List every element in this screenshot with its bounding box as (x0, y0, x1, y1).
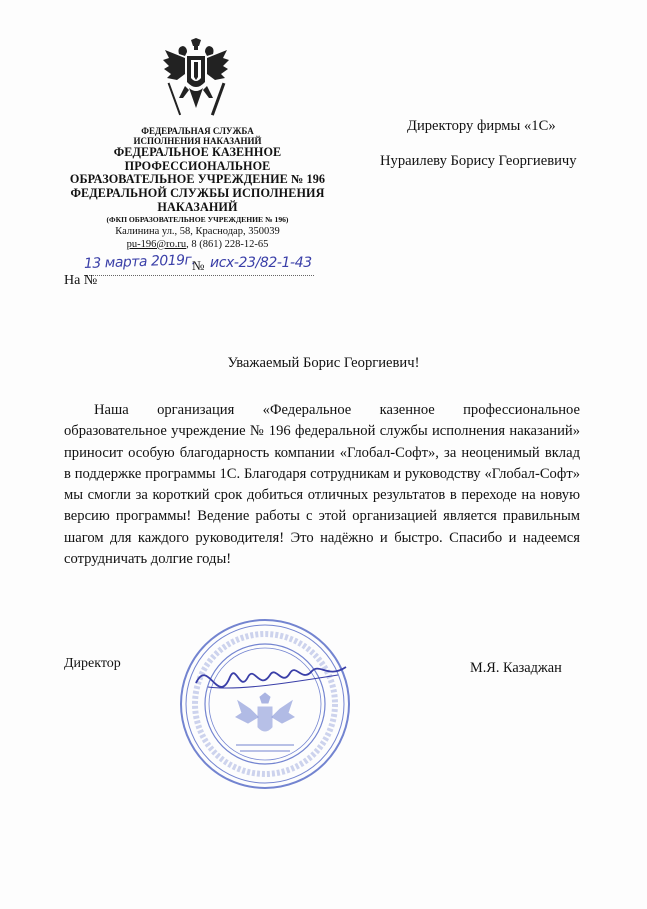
reply-to-label: На № (64, 273, 98, 288)
org-abbreviation: (ФКП ОБРАЗОВАТЕЛЬНОЕ УЧРЕЖДЕНИЕ № 196) (106, 215, 289, 225)
addressee-position: Директору фирмы «1С» (407, 118, 556, 134)
org-line-3: ФЕДЕРАЛЬНОЕ КАЗЕННОЕ (113, 145, 282, 160)
letter-body: Наша организация «Федеральное казенное профессиональное образовательное учреждение № 196 федеральной службы исполнения наказаний» приносит особую благодарность компании «Глобал-Софт», за неоценимый вклад в поддержке программы 1С. Благодаря сотрудникам и руководству «Глобал-Софт» мы смогли за короткий срок добиться отличных результатов в переходе на новую версию программы! Ведение работы с этой организацией является правильным шагом для каждого руководителя! Это надёжно и быстро. Спасибо и надеемся сотрудничать долгие годы! (64, 402, 580, 568)
org-email: pu-196@ro.ru (126, 238, 187, 250)
date-number-underline (84, 275, 314, 276)
org-line-5: ОБРАЗОВАТЕЛЬНОЕ УЧРЕЖДЕНИЕ № 196 (69, 172, 326, 187)
handwritten-number: исх-23/82-1-43 (210, 255, 312, 271)
org-line-4: ПРОФЕССИОНАЛЬНОЕ (124, 158, 271, 173)
org-line-6: ФЕДЕРАЛЬНОЙ СЛУЖБЫ ИСПОЛНЕНИЯ (70, 186, 325, 201)
outgoing-date-number-line (83, 252, 324, 278)
org-phone: , 8 (861) 228-12-65 (186, 238, 269, 250)
org-line-2: ИСПОЛНЕНИЯ НАКАЗАНИЙ (133, 136, 262, 147)
double-headed-eagle-icon (163, 38, 229, 124)
org-line-7: НАКАЗАНИЙ (157, 199, 238, 214)
organization-header (55, 126, 340, 250)
signature-title: Директор (64, 656, 121, 671)
letter-greeting: Уважаемый Борис Георгиевич! (227, 355, 420, 371)
number-label: № (192, 258, 205, 273)
signature-name: М.Я. Казаджан (470, 660, 562, 676)
org-address: Калинина ул., 58, Краснодар, 350039 (115, 225, 280, 237)
org-contacts (55, 239, 340, 251)
official-round-seal-icon (178, 617, 353, 792)
handwritten-date: 13 марта 2019г. (83, 252, 196, 272)
org-line-1: ФЕДЕРАЛЬНАЯ СЛУЖБА (141, 126, 254, 136)
addressee-name: Нураилеву Борису Георгиевичу (380, 153, 577, 169)
